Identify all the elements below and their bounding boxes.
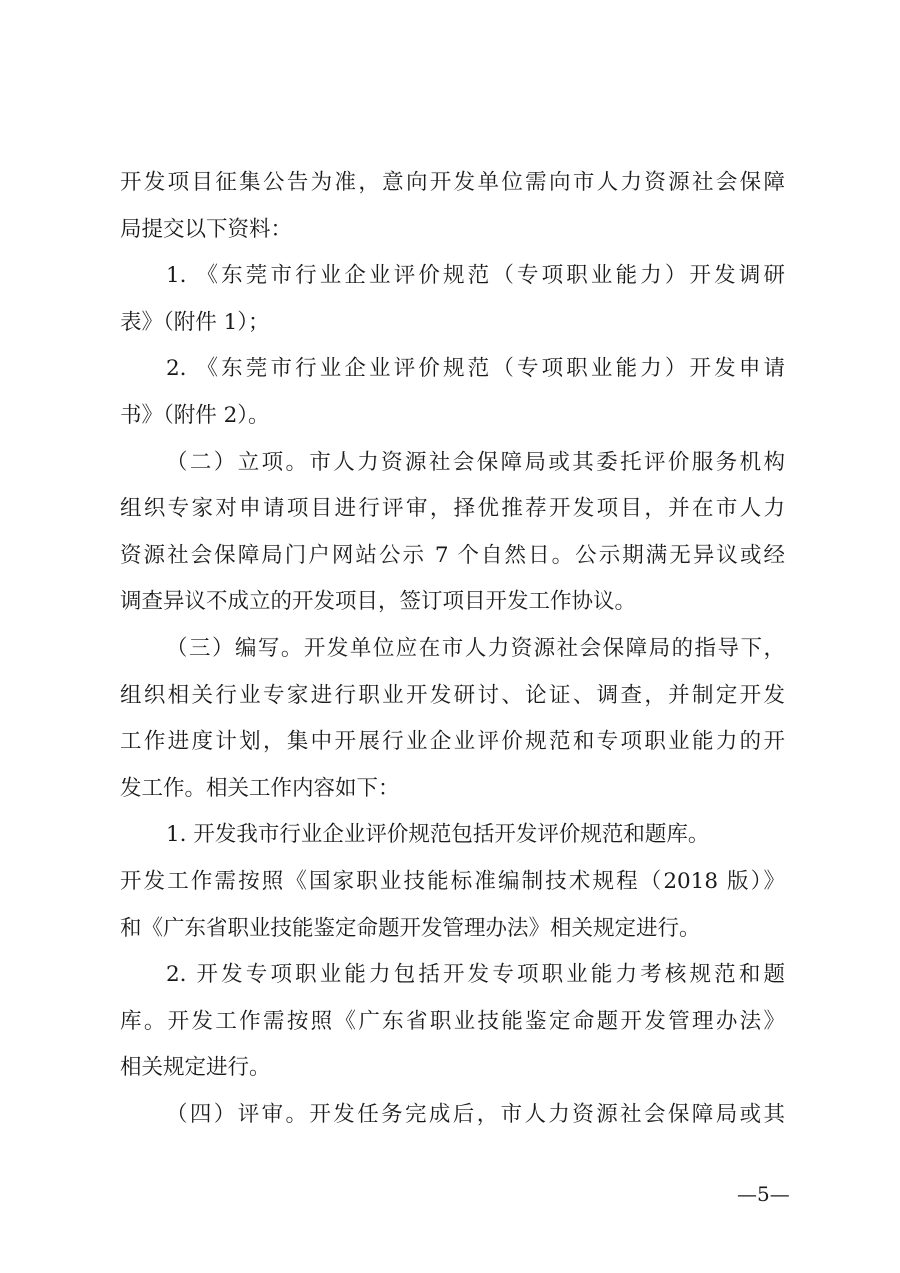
text-line: 局提交以下资料： bbox=[120, 216, 293, 242]
list-item-line: 2. 开发专项职业能力包括开发专项职业能力考核规范和题 bbox=[166, 962, 785, 988]
text-line: 资源社会保障局门户网站公示 7 个自然日。公示期满无异议或经 bbox=[120, 542, 785, 568]
page-number: —5— bbox=[737, 1182, 790, 1206]
list-item-line: 1. 开发我市行业企业评价规范包括开发评价规范和题库。 bbox=[166, 822, 710, 848]
text-line: 开发项目征集公告为准，意向开发单位需向市人力资源社会保障 bbox=[120, 170, 785, 195]
text-line: 相关规定进行。 bbox=[120, 1055, 271, 1081]
text-line: 库。开发工作需按照《广东省职业技能鉴定命题开发管理办法》 bbox=[120, 1008, 785, 1034]
text-line: 工作进度计划，集中开展行业企业评价规范和专项职业能力的开 bbox=[120, 729, 785, 755]
text-line: 表》（附件 1）； bbox=[120, 309, 270, 335]
list-item-line: 2. 《东莞市行业企业评价规范（专项职业能力）开发申请 bbox=[166, 356, 785, 382]
text-line: 开发工作需按照《国家职业技能标准编制技术规程（2018 版）》 bbox=[120, 868, 785, 894]
section-heading-line: （四）评审。开发任务完成后，市人力资源社会保障局或其 bbox=[166, 1101, 785, 1127]
document-body bbox=[120, 160, 785, 1138]
text-line: 调查异议不成立的开发项目，签订项目开发工作协议。 bbox=[120, 589, 637, 615]
section-heading-line: （二）立项。市人力资源社会保障局或其委托评价服务机构 bbox=[166, 449, 785, 475]
section-heading-line: （三）编写。开发单位应在市人力资源社会保障局的指导下， bbox=[166, 635, 785, 661]
text-line: 组织相关行业专家进行职业开发研讨、论证、调查，并制定开发 bbox=[120, 682, 785, 708]
text-line: 发工作。相关工作内容如下： bbox=[120, 775, 400, 801]
text-line: 组织专家对申请项目进行评审，择优推荐开发项目，并在市人力 bbox=[120, 496, 785, 522]
text-line: 和《广东省职业技能鉴定命题开发管理办法》相关规定进行。 bbox=[120, 915, 701, 941]
list-item-line: 1. 《东莞市行业企业评价规范（专项职业能力）开发调研 bbox=[166, 263, 785, 289]
text-line: 书》（附件 2）。 bbox=[120, 402, 270, 428]
